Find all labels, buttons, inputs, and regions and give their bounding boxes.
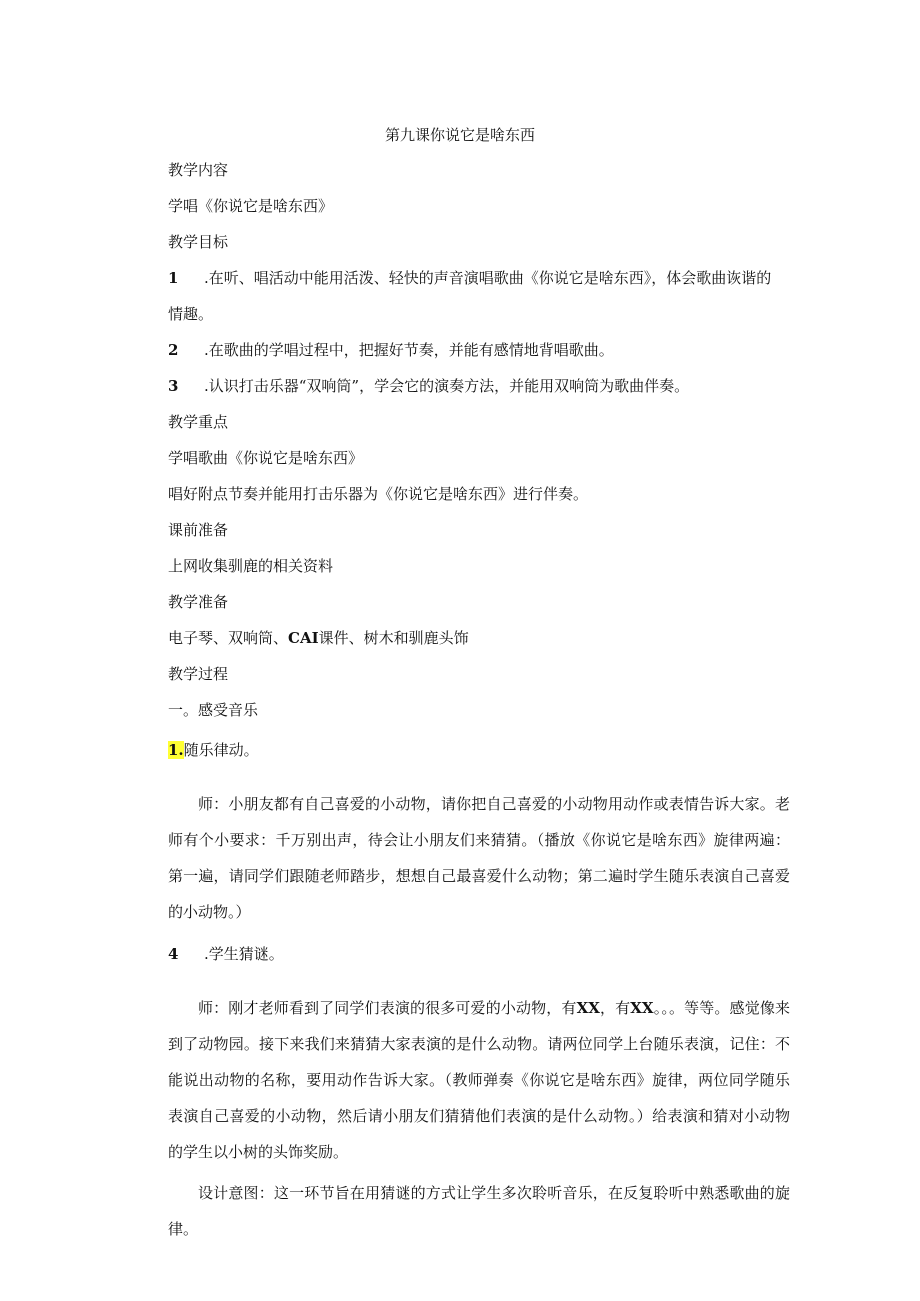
objective-text: .在听、唱活动中能用活泼、轻快的声音演唱歌曲《你说它是啥东西》，体会歌曲诙谐的	[204, 269, 772, 287]
prep-text-bold: CAI	[288, 629, 319, 647]
process-heading: 教学过程	[168, 665, 229, 683]
para-text: ，有	[599, 999, 631, 1017]
step-text: 随乐律动。	[183, 741, 259, 759]
step-text: .学生猜谜。	[204, 945, 284, 963]
step-4	[168, 943, 284, 965]
prep-text-part: 电子琴、双响筒、	[168, 629, 289, 647]
objective-1	[168, 267, 771, 289]
prep-text	[168, 627, 469, 649]
paragraph-teacher-2	[168, 990, 790, 1170]
preclass-text: 上网收集驯鹿的相关资料	[168, 557, 334, 575]
objective-number: 2	[168, 341, 179, 359]
objective-text: .认识打击乐器“双响筒”，学会它的演奏方法，并能用双响筒为歌曲伴奏。	[204, 377, 690, 395]
content-heading: 教学内容	[168, 161, 229, 179]
step-number-highlight: 1.	[168, 741, 184, 759]
objective-3	[168, 375, 689, 397]
paragraph-teacher-1: 师：小朋友都有自己喜爱的小动物，请你把自己喜爱的小动物用动作或表情告诉大家。老师有个小要求：千万别出声，待会让小朋友们来猜猜。（播放《你说它是啥东西》旋律两遍：第一遍，请同学们跟随老师踏步，想想自己最喜爱什么动物；第二遍时学生随乐表演自己喜爱的小动物。）	[168, 795, 790, 921]
key-item: 唱好附点节奏并能用打击乐器为《你说它是啥东西》进行伴奏。	[168, 485, 589, 503]
key-heading: 教学重点	[168, 413, 229, 431]
objective-text: .在歌曲的学唱过程中，把握好节奏，并能有感情地背唱歌曲。	[204, 341, 614, 359]
step-number: 4	[168, 945, 179, 963]
prep-text-part: 课件、树木和驯鹿头饰	[318, 629, 469, 647]
key-item: 学唱歌曲《你说它是啥东西》	[168, 449, 364, 467]
objectives-heading: 教学目标	[168, 233, 229, 251]
objective-1-cont: 情趣。	[168, 305, 214, 323]
content-text: 学唱《你说它是啥东西》	[168, 197, 334, 215]
preclass-heading: 课前准备	[168, 521, 229, 539]
objective-number: 3	[168, 377, 179, 395]
design-intent: 设计意图：这一环节旨在用猜谜的方式让学生多次聆听音乐，在反复聆听中熟悉歌曲的旋律。	[168, 1184, 790, 1238]
para-text: 。。。等等。感觉像来到了动物园。接下来我们来猜猜大家表演的是什么动物。请两位同学上台随乐表演，记住：不能说出动物的名称，要用动作告诉大家。（教师弹奏《你说它是啥东西》旋律，两位同学随乐表演自己喜爱的小动物，然后请小朋友们猜猜他们表演的是什么动物。）给表演和猜对小动物的学生以小树的头饰奖励。	[168, 999, 790, 1161]
section-heading: 一。感受音乐	[168, 701, 259, 719]
para-bold: XX	[630, 999, 654, 1017]
objective-2	[168, 339, 614, 361]
objective-number: 1	[168, 269, 179, 287]
prep-heading: 教学准备	[168, 593, 229, 611]
para-bold: XX	[576, 999, 600, 1017]
para-text: 师：刚才老师看到了同学们表演的很多可爱的小动物，有	[198, 999, 577, 1017]
step-1	[168, 739, 259, 761]
lesson-title: 第九课你说它是啥东西	[384, 126, 535, 144]
